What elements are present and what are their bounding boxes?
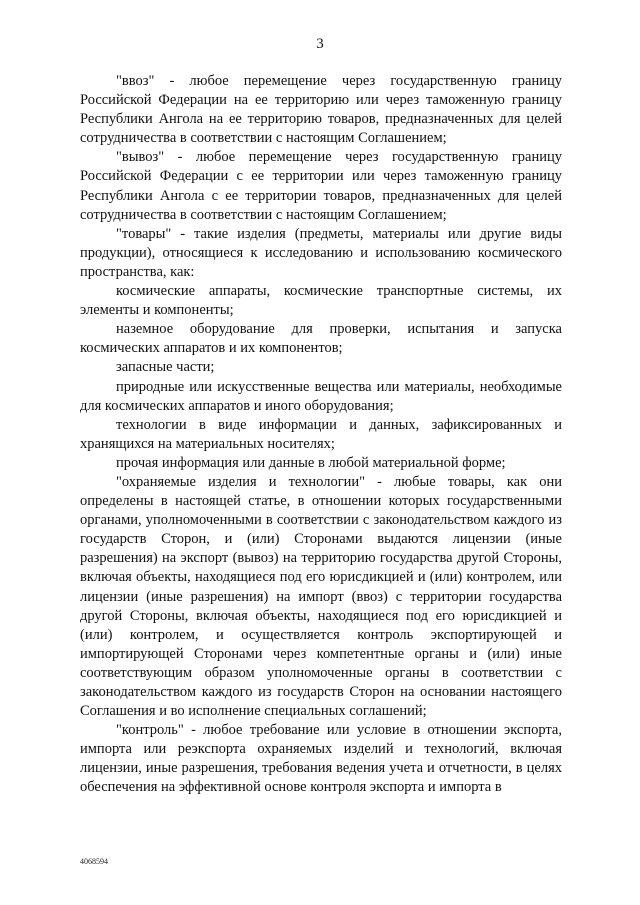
list-item-ground-equipment: наземное оборудование для проверки, испытания и запуска космических аппаратов и их компонентов; bbox=[80, 321, 562, 357]
list-item-technologies: технологии в виде информации и данных, зафиксированных и хранящихся на материальных носителях; bbox=[80, 416, 562, 452]
body-text bbox=[80, 72, 562, 798]
paragraph-export-definition: "вывоз" - любое перемещение через государственную границу Российской Федерации с ее территории или через таможенную границу Республики Ангола с ее территории товаров, предназначенных для целей сотрудничества в соответствии с настоящим Соглашением; bbox=[80, 149, 562, 223]
paragraph-protected-items-definition: "охраняемые изделия и технологии" - любые товары, как они определены в настоящей статье, в отношении которых государственными органами, уполномоченными в соответствии с законодательством каждого из государств Сторон, и (или) Сторонами выдаются лицензии (иные разрешения) на экспорт (вывоз) на территорию государства другой Стороны, включая объекты, находящиеся под его юрисдикцией и (или) контролем, или лицензии (иные разрешения) на импорт (ввоз) с территории государства другой Стороны, включая объекты, находящиеся под его юрисдикцией и (или) контролем, и осуществляется контроль экспортирующей и импортирующей Сторонами через компетентные органы и (или) иные соответствующим образом уполномоченные органы в соответствии с законодательством каждого из государств Сторон на основании настоящего Соглашения и во исполнение специальных соглашений; bbox=[80, 473, 562, 720]
list-item-spare-parts: запасные части; bbox=[116, 359, 215, 376]
paragraph-import-definition: "ввоз" - любое перемещение через государственную границу Российской Федерации на ее территорию или через таможенную границу Республики Ангола на ее территорию товаров, предназначенных для целей сотрудничества в соответствии с настоящим Соглашением; bbox=[80, 73, 562, 147]
list-item-spacecraft: космические аппараты, космические транспортные системы, их элементы и компоненты; bbox=[80, 283, 562, 319]
list-item-other-information: прочая информация или данные в любой материальной форме; bbox=[116, 454, 506, 471]
paragraph-control-definition: "контроль" - любое требование или условие в отношении экспорта, импорта или реэкспорта охраняемых изделий и технологий, включая лицензии, иные разрешения, требования ведения учета и отчетности, в целях обеспечения на эффективной основе контроля экспорта и импорта в bbox=[80, 722, 562, 796]
paragraph-goods-definition: "товары" - такие изделия (предметы, материалы или другие виды продукции), относящиеся к исследованию и использованию космического пространства, как: bbox=[80, 225, 562, 280]
page-number: 3 bbox=[316, 36, 324, 52]
document-code: 4068594 bbox=[80, 857, 108, 866]
list-item-substances: природные или искусственные вещества или материалы, необходимые для космических аппаратов и иного оборудования; bbox=[80, 378, 562, 414]
